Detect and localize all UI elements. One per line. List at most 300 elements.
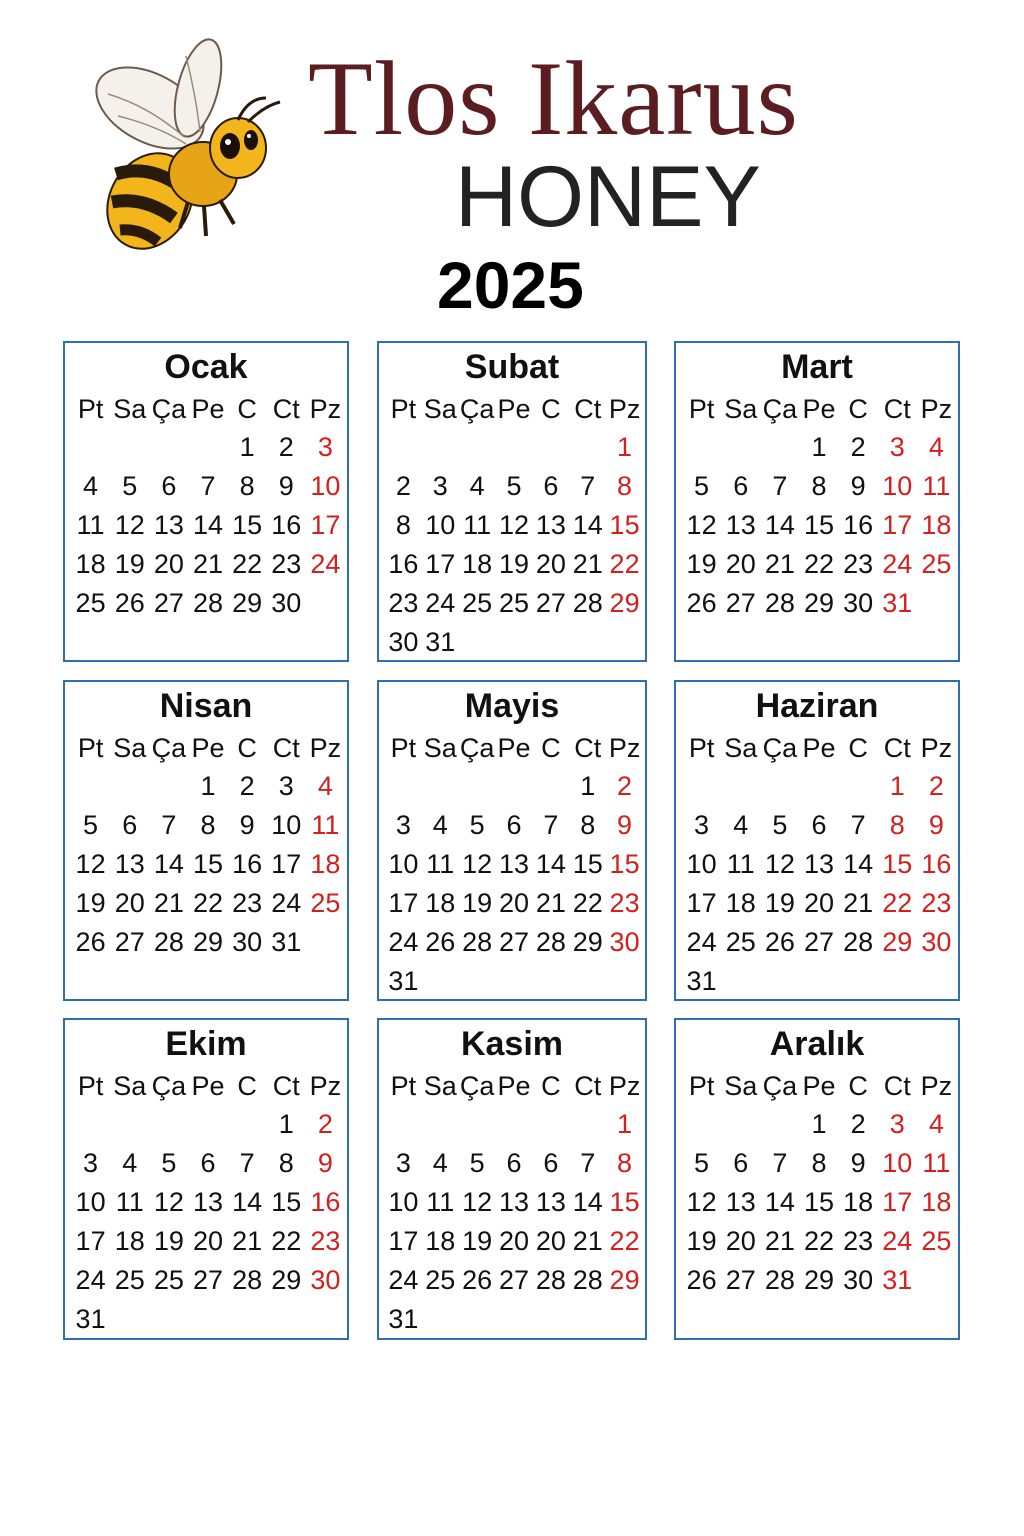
day-cell	[385, 428, 422, 467]
day-cell: 16	[843, 510, 874, 540]
day-cell	[496, 767, 533, 806]
day-cell: 5	[506, 471, 522, 501]
day-cell: 5	[469, 810, 485, 840]
day-cell: 6	[543, 471, 559, 501]
day-cell: 20	[803, 888, 835, 918]
day-cell: 11	[426, 849, 455, 879]
day-cell: 13	[153, 510, 184, 540]
weekday-label: Ct	[272, 1071, 300, 1101]
day-cell: 29	[572, 927, 603, 957]
day-cell	[721, 962, 760, 1001]
day-cell: 5	[122, 471, 138, 501]
day-cell: 15	[609, 510, 640, 540]
day-cell	[71, 767, 110, 806]
day-cell: 10	[882, 471, 913, 501]
day-cell: 16	[388, 549, 419, 579]
weekday-label: Pz	[920, 1071, 953, 1101]
day-cell: 7	[239, 1148, 255, 1178]
day-cell: 25	[921, 1226, 952, 1256]
day-cell: 24	[310, 549, 341, 579]
weekday-label: Ça	[459, 1071, 495, 1101]
day-cell: 20	[153, 549, 184, 579]
day-cell: 28	[462, 927, 493, 957]
day-cell	[760, 767, 799, 806]
day-cell	[839, 962, 878, 1001]
weekday-label: C	[848, 394, 868, 424]
day-grid	[385, 428, 643, 662]
day-cell: 29	[232, 588, 263, 618]
day-cell: 3	[278, 771, 294, 801]
day-cell: 27	[725, 588, 756, 618]
day-cell: 30	[843, 1265, 874, 1295]
day-cell: 30	[310, 1265, 341, 1295]
month-2	[674, 341, 960, 662]
day-cell: 20	[498, 1226, 530, 1256]
day-cell: 25	[310, 888, 341, 918]
day-cell: 26	[114, 588, 145, 618]
day-cell: 2	[850, 1109, 866, 1139]
day-cell: 27	[192, 1265, 224, 1295]
day-cell: 19	[75, 888, 106, 918]
day-cell: 26	[425, 927, 456, 957]
day-cell	[110, 1105, 149, 1144]
day-cell	[496, 962, 533, 1001]
day-cell: 14	[572, 1187, 603, 1217]
day-cell	[422, 1300, 459, 1339]
weekday-label: Ça	[459, 733, 495, 763]
day-cell: 16	[310, 1187, 341, 1217]
weekday-label: Sa	[113, 733, 147, 763]
weekday-label: Ça	[762, 394, 798, 424]
day-cell	[188, 428, 227, 467]
day-cell: 17	[310, 510, 341, 540]
month-3	[63, 680, 349, 1001]
day-cell	[228, 1300, 267, 1339]
day-cell: 5	[161, 1148, 177, 1178]
day-cell: 21	[535, 888, 566, 918]
day-cell	[459, 1105, 496, 1144]
day-cell: 8	[200, 810, 216, 840]
day-cell: 15	[192, 849, 224, 879]
day-cell: 11	[922, 471, 951, 501]
weekday-label: Sa	[423, 1071, 457, 1101]
day-cell	[760, 962, 799, 1001]
day-cell: 31	[271, 927, 302, 957]
weekday-label: Sa	[113, 1071, 147, 1101]
month-7	[377, 1018, 647, 1340]
weekday-label: Pt	[77, 394, 104, 424]
day-cell: 4	[432, 1148, 448, 1178]
day-cell: 30	[388, 627, 419, 657]
weekday-label: C	[237, 1071, 257, 1101]
day-cell: 30	[271, 588, 302, 618]
day-cell: 17	[388, 1226, 419, 1256]
day-cell: 3	[395, 1148, 411, 1178]
day-cell: 13	[725, 1187, 756, 1217]
day-cell: 1	[278, 1109, 294, 1139]
day-cell	[532, 1105, 569, 1144]
day-cell: 1	[580, 771, 596, 801]
day-cell: 2	[617, 771, 633, 801]
weekday-label: Pe	[802, 733, 836, 763]
day-cell: 18	[921, 1187, 952, 1217]
day-cell: 14	[764, 1187, 795, 1217]
month-8	[674, 1018, 960, 1340]
day-cell: 22	[271, 1226, 302, 1256]
day-cell	[149, 1300, 188, 1339]
month-title: Mart	[781, 348, 853, 386]
day-cell: 25	[114, 1265, 145, 1295]
day-cell	[188, 1300, 227, 1339]
day-cell: 15	[609, 1187, 640, 1217]
day-cell: 15	[609, 849, 640, 879]
day-cell: 17	[271, 849, 302, 879]
day-cell: 26	[764, 927, 795, 957]
weekday-label: Ça	[762, 1071, 798, 1101]
day-cell: 20	[192, 1226, 224, 1256]
day-cell: 17	[425, 549, 456, 579]
weekday-label: Sa	[423, 733, 457, 763]
day-cell: 31	[882, 1265, 913, 1295]
weekday-label: Pz	[608, 394, 641, 424]
day-cell: 7	[161, 810, 177, 840]
day-cell: 1	[617, 432, 633, 462]
day-cell: 22	[572, 888, 603, 918]
day-cell: 23	[843, 549, 874, 579]
day-cell: 27	[153, 588, 184, 618]
day-cell	[799, 962, 838, 1001]
day-cell: 11	[115, 1187, 144, 1217]
weekday-header	[682, 1066, 956, 1106]
day-cell: 20	[114, 888, 145, 918]
day-cell: 31	[686, 966, 717, 996]
day-cell: 13	[498, 849, 530, 879]
day-cell	[149, 428, 188, 467]
weekday-label: Ct	[883, 733, 911, 763]
weekday-label: Pz	[309, 1071, 342, 1101]
day-cell: 19	[462, 1226, 493, 1256]
day-cell	[228, 1105, 267, 1144]
day-cell: 24	[425, 588, 456, 618]
day-cell: 4	[928, 1109, 944, 1139]
day-cell: 22	[609, 1226, 640, 1256]
day-cell: 25	[921, 549, 952, 579]
day-cell: 9	[239, 810, 255, 840]
day-cell: 11	[311, 810, 340, 840]
day-cell: 24	[388, 1265, 419, 1295]
day-cell	[721, 1105, 760, 1144]
weekday-label: Sa	[113, 394, 147, 424]
day-cell: 25	[498, 588, 530, 618]
day-cell: 27	[498, 1265, 530, 1295]
day-cell	[71, 1105, 110, 1144]
weekday-header	[682, 389, 956, 429]
weekday-label: Sa	[724, 733, 758, 763]
day-cell: 28	[535, 1265, 566, 1295]
day-cell: 21	[764, 1226, 795, 1256]
day-cell: 24	[271, 888, 302, 918]
day-cell: 11	[922, 1148, 951, 1178]
weekday-label: C	[541, 1071, 561, 1101]
day-cell: 26	[686, 1265, 717, 1295]
day-cell: 3	[889, 1109, 905, 1139]
day-cell: 22	[609, 549, 640, 579]
day-cell: 17	[75, 1226, 106, 1256]
day-cell: 30	[843, 588, 874, 618]
weekday-label: C	[237, 733, 257, 763]
day-cell: 15	[232, 510, 263, 540]
day-cell: 1	[617, 1109, 633, 1139]
weekday-label: Pz	[309, 394, 342, 424]
day-cell: 10	[388, 849, 419, 879]
day-cell: 1	[200, 771, 216, 801]
day-cell	[422, 428, 459, 467]
day-cell: 14	[572, 510, 603, 540]
day-cell: 22	[232, 549, 263, 579]
day-cell: 23	[388, 588, 419, 618]
day-cell: 10	[882, 1148, 913, 1178]
day-cell: 15	[882, 849, 913, 879]
day-cell: 17	[686, 888, 717, 918]
day-cell: 20	[725, 549, 756, 579]
day-cell: 5	[469, 1148, 485, 1178]
weekday-label: Ça	[459, 394, 495, 424]
month-title: Haziran	[755, 687, 879, 725]
weekday-label: Ct	[272, 394, 300, 424]
weekday-label: Ct	[574, 394, 602, 424]
weekday-label: Pt	[390, 394, 417, 424]
day-cell: 28	[843, 927, 874, 957]
day-cell: 14	[192, 510, 224, 540]
day-cell: 28	[192, 588, 224, 618]
weekday-label: Pe	[497, 1071, 531, 1101]
day-cell	[917, 1261, 956, 1300]
day-cell: 19	[686, 1226, 717, 1256]
day-cell: 17	[388, 888, 419, 918]
day-cell: 8	[395, 510, 411, 540]
day-cell: 3	[83, 1148, 99, 1178]
day-cell: 25	[153, 1265, 184, 1295]
day-cell: 10	[271, 810, 302, 840]
day-cell: 30	[921, 927, 952, 957]
day-cell: 12	[114, 510, 145, 540]
day-cell: 30	[232, 927, 263, 957]
day-cell: 12	[686, 1187, 717, 1217]
weekday-label: Ct	[574, 1071, 602, 1101]
weekday-label: Pt	[688, 394, 715, 424]
day-cell: 9	[928, 810, 944, 840]
month-title: Subat	[464, 348, 560, 386]
day-cell	[569, 1105, 606, 1144]
day-cell: 24	[75, 1265, 106, 1295]
day-cell: 1	[811, 432, 827, 462]
day-cell	[496, 1105, 533, 1144]
day-cell	[110, 767, 149, 806]
day-cell: 17	[882, 1187, 913, 1217]
weekday-header	[71, 1066, 345, 1106]
weekday-label: Pt	[77, 733, 104, 763]
weekday-header	[71, 728, 345, 768]
day-cell: 28	[572, 588, 603, 618]
day-cell	[306, 923, 345, 962]
day-cell: 26	[462, 1265, 493, 1295]
day-cell: 29	[271, 1265, 302, 1295]
day-cell: 12	[462, 1187, 493, 1217]
weekday-header	[71, 389, 345, 429]
day-cell	[760, 1105, 799, 1144]
day-cell: 24	[686, 927, 717, 957]
brand-subtitle: HONEY	[455, 149, 761, 245]
weekday-label: Ct	[883, 394, 911, 424]
weekday-header	[682, 728, 956, 768]
weekday-label: Pz	[608, 1071, 641, 1101]
day-cell: 26	[686, 588, 717, 618]
day-cell	[267, 1300, 306, 1339]
weekday-label: Sa	[724, 1071, 758, 1101]
day-cell: 9	[850, 471, 866, 501]
day-cell: 14	[843, 849, 874, 879]
day-cell: 11	[726, 849, 755, 879]
day-cell: 4	[928, 432, 944, 462]
day-cell: 15	[803, 1187, 835, 1217]
day-cell: 6	[733, 471, 749, 501]
day-cell: 3	[317, 432, 333, 462]
weekday-label: Pe	[802, 1071, 836, 1101]
day-cell: 21	[232, 1226, 263, 1256]
day-cell: 14	[153, 849, 184, 879]
day-cell: 31	[75, 1304, 106, 1334]
weekday-label: Pz	[920, 394, 953, 424]
day-cell: 10	[310, 471, 341, 501]
day-cell: 20	[535, 1226, 566, 1256]
day-cell: 21	[572, 549, 603, 579]
day-cell: 31	[388, 966, 419, 996]
bee-logo-icon	[88, 36, 288, 251]
day-cell: 13	[114, 849, 145, 879]
day-cell	[385, 1105, 422, 1144]
day-cell: 14	[232, 1187, 263, 1217]
day-cell: 19	[462, 888, 493, 918]
day-cell: 28	[153, 927, 184, 957]
day-cell: 22	[803, 1226, 835, 1256]
weekday-label: Pe	[497, 733, 531, 763]
day-cell	[385, 767, 422, 806]
day-cell: 18	[843, 1187, 874, 1217]
day-cell: 21	[572, 1226, 603, 1256]
day-cell: 12	[764, 849, 795, 879]
day-cell: 28	[764, 588, 795, 618]
day-cell: 16	[921, 849, 952, 879]
day-cell: 9	[278, 471, 294, 501]
day-cell: 23	[921, 888, 952, 918]
weekday-label: Pe	[191, 1071, 225, 1101]
day-cell: 1	[811, 1109, 827, 1139]
day-cell: 19	[498, 549, 530, 579]
day-cell	[878, 962, 917, 1001]
day-cell: 1	[239, 432, 255, 462]
day-cell: 6	[543, 1148, 559, 1178]
day-cell: 9	[317, 1148, 333, 1178]
day-cell: 21	[153, 888, 184, 918]
day-cell: 4	[317, 771, 333, 801]
day-cell	[422, 962, 459, 1001]
day-cell: 11	[463, 510, 492, 540]
day-cell: 2	[278, 432, 294, 462]
month-title: Ocak	[164, 348, 248, 386]
month-1	[377, 341, 647, 662]
day-cell: 2	[239, 771, 255, 801]
day-cell: 29	[192, 927, 224, 957]
day-cell: 18	[75, 549, 106, 579]
day-cell: 10	[75, 1187, 106, 1217]
day-cell: 3	[432, 471, 448, 501]
day-cell: 14	[535, 849, 566, 879]
day-cell	[422, 767, 459, 806]
weekday-label: Pt	[688, 1071, 715, 1101]
day-cell: 4	[733, 810, 749, 840]
day-cell: 12	[498, 510, 530, 540]
day-cell	[839, 767, 878, 806]
month-title: Mayis	[464, 687, 560, 725]
day-cell: 13	[803, 849, 835, 879]
day-cell: 28	[232, 1265, 263, 1295]
day-cell	[496, 428, 533, 467]
day-cell: 2	[395, 471, 411, 501]
day-cell: 25	[75, 588, 106, 618]
weekday-label: Pz	[608, 733, 641, 763]
day-cell	[606, 623, 643, 662]
day-cell: 5	[83, 810, 99, 840]
day-cell: 8	[580, 810, 596, 840]
day-cell: 28	[572, 1265, 603, 1295]
day-cell: 12	[153, 1187, 184, 1217]
day-cell	[532, 428, 569, 467]
day-cell: 18	[725, 888, 756, 918]
day-cell: 6	[506, 810, 522, 840]
day-cell: 23	[843, 1226, 874, 1256]
day-cell: 27	[498, 927, 530, 957]
day-cell: 23	[310, 1226, 341, 1256]
weekday-label: Pt	[688, 733, 715, 763]
weekday-label: Pt	[77, 1071, 104, 1101]
month-0	[63, 341, 349, 662]
day-cell: 18	[425, 888, 456, 918]
day-cell: 26	[75, 927, 106, 957]
day-cell: 31	[882, 588, 913, 618]
day-cell	[110, 1300, 149, 1339]
day-cell	[760, 428, 799, 467]
day-cell: 27	[803, 927, 835, 957]
day-cell: 20	[535, 549, 566, 579]
day-cell: 21	[764, 549, 795, 579]
day-cell	[459, 1300, 496, 1339]
day-cell	[459, 767, 496, 806]
day-cell: 18	[310, 849, 341, 879]
day-cell: 28	[535, 927, 566, 957]
day-cell	[110, 428, 149, 467]
day-cell: 27	[114, 927, 145, 957]
day-cell: 23	[232, 888, 263, 918]
day-cell: 15	[803, 510, 835, 540]
day-cell: 29	[609, 588, 640, 618]
day-cell: 22	[882, 888, 913, 918]
day-grid	[71, 767, 345, 962]
day-cell: 29	[882, 927, 913, 957]
day-cell: 20	[498, 888, 530, 918]
day-cell	[532, 962, 569, 1001]
day-cell	[496, 623, 533, 662]
day-cell: 23	[609, 888, 640, 918]
